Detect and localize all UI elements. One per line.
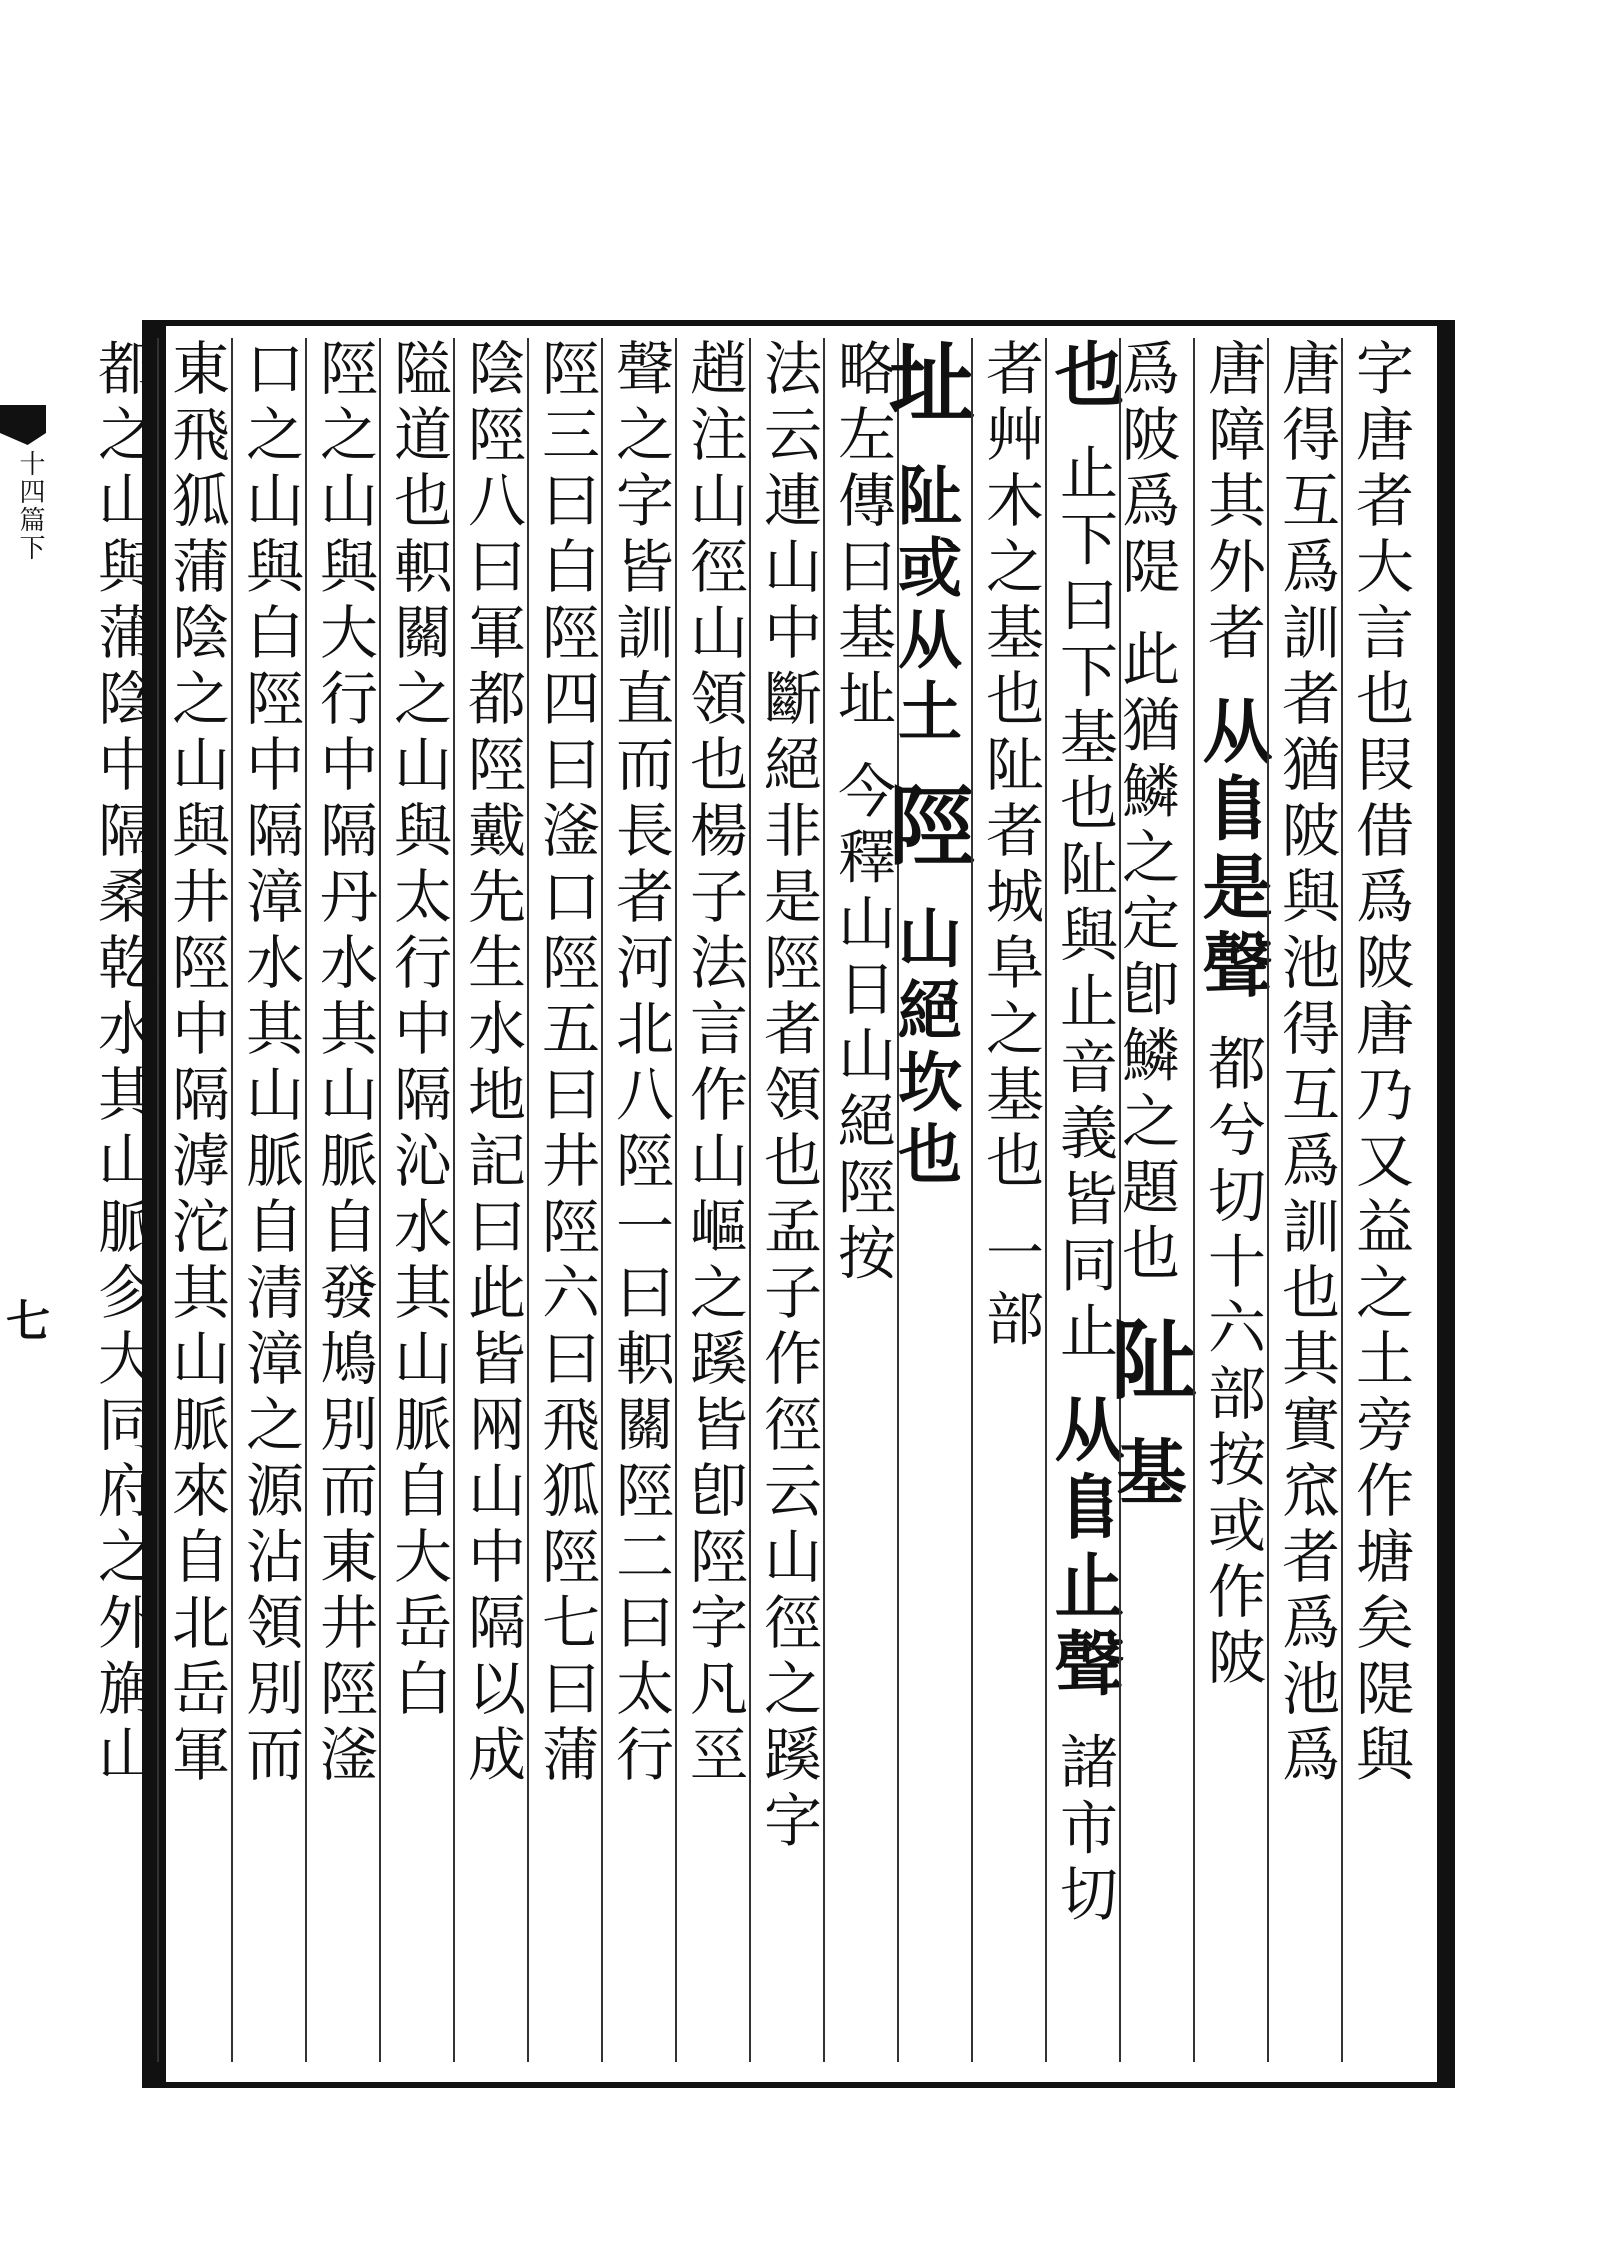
column-text-2: 今釋山日山絕陘按 [828, 760, 896, 1289]
text-columns [88, 338, 1415, 2062]
column-11 [601, 338, 675, 2062]
column-10 [675, 338, 749, 2062]
column-head-2: 从𨸏止聲 [1043, 1392, 1126, 1705]
column-text: 略左傳曰基址 [828, 338, 896, 734]
column-text: 口之山與白陘中隔漳水其山脈自清漳之源沾領別而 [236, 338, 304, 1790]
column-4 [1096, 338, 1197, 2062]
column-text: 法云連山中斷絕非是陘者領也孟子作徑云山徑之蹊字 [754, 338, 822, 1856]
column-text: 阯或从土 [887, 462, 962, 751]
column-12 [527, 338, 601, 2062]
frame-right-band [1437, 324, 1451, 2084]
column-13 [453, 338, 527, 2062]
column-tail: 一部 [976, 1222, 1044, 1355]
seal-heading: 阯 [1096, 1314, 1197, 1409]
column-text: 隘道也軹關之山與太行中隔沁水其山脈自大岳白 [384, 338, 452, 1724]
fishtail-mark [0, 405, 46, 445]
column-9 [749, 338, 823, 2062]
column-text-2: 山絕坎也 [887, 904, 962, 1193]
column-text: 都之山與蒲陰中隔桑乾水其山脈㐱大同府之外㫋山 [88, 338, 156, 1790]
column-text: 都兮切十六部按或作陂 [1198, 1032, 1266, 1693]
column-text: 陘之山與大行中隔丹水其山脈自發鳩別而東井陘滏 [310, 338, 378, 1790]
column-head: 从𨸏是聲 [1191, 694, 1274, 1007]
margin-label: 十四篇下 [15, 450, 45, 562]
column-text: 唐障其外者 [1198, 338, 1266, 668]
column-1 [1341, 338, 1415, 2062]
column-text: 聲之字皆訓直而長者河北八陘一曰軹關陘二曰太行 [606, 338, 674, 1790]
seal-heading-2: 陘 [874, 780, 975, 875]
column-text: 爲陂爲隄 [1112, 338, 1180, 602]
seal-heading: 址 [874, 338, 975, 432]
column-15 [305, 338, 379, 2062]
column-head: 也 [1043, 338, 1126, 416]
column-18 [85, 338, 157, 2062]
column-text: 字唐者大言也叚借爲陂唐乃又益之土旁作塘矣隄與 [1346, 338, 1414, 1790]
column-tail: 基 [1105, 1435, 1188, 1514]
column-17 [157, 338, 231, 2062]
column-tail: 諸市切 [1050, 1731, 1118, 1930]
column-text: 此猶鱗之定卽鱗之題也 [1112, 628, 1180, 1289]
column-text: 者艸木之基也阯者城阜之基也 [976, 338, 1044, 1196]
column-text: 陰陘八曰軍都陘戴先生水地記曰此皆㒳山中隔以成 [458, 338, 526, 1790]
column-3 [1191, 338, 1274, 2062]
column-text: 陘三曰白陘四曰滏口陘五曰井陘六曰飛狐陘七曰蒲 [532, 338, 600, 1790]
folio-number: 七 [6, 1296, 50, 1347]
text-frame [88, 320, 1455, 2088]
column-7 [874, 338, 975, 2062]
column-2 [1267, 338, 1341, 2062]
column-text: 趙注山徑山領也楊子法言作山嶇之蹊皆卽陘字凡巠 [680, 338, 748, 1790]
column-14 [379, 338, 453, 2062]
column-text: 止下曰下基也阯與止音義皆同止 [1050, 442, 1118, 1367]
column-text: 東飛狐蒲陰之山與井陘中隔滹沱其山脈來自北岳軍 [162, 338, 230, 1790]
column-16 [231, 338, 305, 2062]
column-text: 唐得互爲訓者猶陂與池得互爲訓也其實窊者爲池爲 [1272, 338, 1340, 1790]
column-6 [971, 338, 1045, 2062]
